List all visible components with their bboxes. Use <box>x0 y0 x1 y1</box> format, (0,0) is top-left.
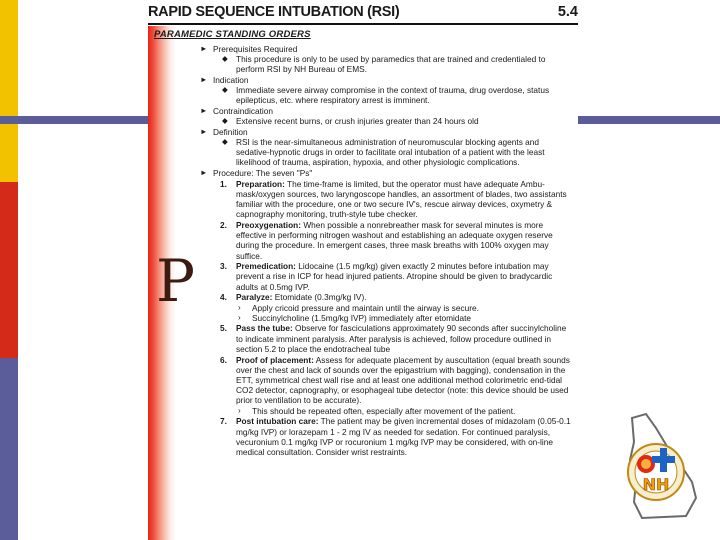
triangle-bullet-icon: ► <box>200 167 208 177</box>
left-bar-purple <box>0 358 18 540</box>
diamond-bullet-icon: ◆ <box>222 53 228 63</box>
chevron-right-icon: › <box>238 405 241 415</box>
procedure-substep: › Succinylcholine (1.5mg/kg IVP) immediately after etomidate <box>238 312 472 323</box>
triangle-bullet-icon: ► <box>200 74 208 84</box>
diamond-bullet-icon: ◆ <box>222 115 228 125</box>
contraindication-heading: ► Contraindication <box>200 105 273 116</box>
procedure-heading: ► Procedure: The seven "Ps" <box>200 167 313 178</box>
diamond-bullet-icon: ◆ <box>222 84 228 94</box>
chevron-right-icon: › <box>238 302 241 312</box>
horizontal-rule-right <box>578 116 720 124</box>
section-number: 5.4 <box>557 4 578 20</box>
triangle-bullet-icon: ► <box>200 105 208 115</box>
procedure-step: 1. Preparation: The time-frame is limited, but the operator must have adequate Ambu-mask/oxygen sources, two laryngoscope handles, an assortment of blades, two assistants familiar with the procedure, one or two secure IV's, rescue airway devices, oxymetry & capnography monitoring, truth-style tube checker. <box>220 178 567 220</box>
procedure-step: 4. Paralyze: Etomidate (0.3mg/kg IV). <box>220 292 367 303</box>
protocol-content <box>200 43 572 457</box>
protocol-letter: P <box>156 247 196 315</box>
definition-text: ◆ RSI is the near-simultaneous administration of neuromuscular blocking agents and sedative-hypnotic drugs in order to facilitate oral intubation of a patient with the least likelihood of trauma, aspiration, hypoxia, and other physiologic complications. <box>222 136 545 168</box>
procedure-step: 3. Premedication: Lidocaine (1.5 mg/kg) given exactly 2 minutes before intubation may prevent a rise in ICP for head injured patients. Atropine should be given to bradycardic adults at 0.5mg IVP. <box>220 261 553 292</box>
procedure-step: 7. Post intubation care: The patient may be given incremental doses of midazolam (0.05-0.1 mg/kg IVP) or lorazepam 1 - 2 mg IV as needed for sedation. For continued paralysis, vecuronium 0.1 mg/kg IVP or rocuronium 1 mg/kg IVP may be considered, with on-line medical consultation. Consider wrist restraints. <box>220 416 571 457</box>
document-header <box>148 3 578 25</box>
nh-ems-logo <box>612 412 700 522</box>
indication-heading: ► Indication <box>200 74 249 85</box>
nh-state-outline-icon <box>612 412 700 522</box>
procedure-step: 5. Pass the tube: Observe for fasciculations approximately 90 seconds after succinylcholine to indicate imminent paralysis. After paralysis is achieved, follow procedure outlined in section 5.2 to place the endotracheal tube <box>220 323 567 354</box>
document-title: RAPID SEQUENCE INTUBATION (RSI) <box>148 4 400 20</box>
document-page <box>148 26 578 540</box>
prerequisites-heading: ► Prerequisites Required <box>200 43 298 54</box>
section-heading: PARAMEDIC STANDING ORDERS <box>154 29 311 40</box>
triangle-bullet-icon: ► <box>200 43 208 53</box>
procedure-step: 6. Proof of placement: Assess for adequate placement by auscultation (equal breath sounds over the chest and lack of sounds over the epigastrium with bagging), condensation in the ETT, symmetrical chest wall rise and at least one additional method colorimetric end-tidal CO2 detector, capnography, or esophageal tube detector (note: this device should be used prior to ventilation to be accurate). <box>220 354 570 406</box>
triangle-bullet-icon: ► <box>200 126 208 136</box>
procedure-substep: › This should be repeated often, especially after movement of the patient. <box>238 405 516 416</box>
diamond-bullet-icon: ◆ <box>222 136 228 146</box>
procedure-step: 2. Preoxygenation: When possible a nonrebreather mask for several minutes is more effective in performing nitrogen washout and establishing an adequate oxygen reserve during the procedure. In emergent cases, three mask breaths with 100% oxygen may suffice. <box>220 219 553 261</box>
definition-heading: ► Definition <box>200 126 248 137</box>
logo-monogram: NH <box>642 475 670 494</box>
prerequisites-text: ◆ This procedure is only to be used by paramedics that are trained and credentialed to perform RSI by NH Bureau of EMS. <box>222 53 546 74</box>
left-bar-red <box>0 182 18 358</box>
contraindication-text: ◆ Extensive recent burns, or crush injuries greater than 24 hours old <box>222 115 479 126</box>
left-bar-yellow <box>0 0 18 182</box>
horizontal-rule-left <box>0 116 148 124</box>
procedure-substep: › Apply cricoid pressure and maintain until the airway is secure. <box>238 302 479 313</box>
chevron-right-icon: › <box>238 312 241 322</box>
indication-text: ◆ Immediate severe airway compromise in the context of trauma, drug overdose, status epilepticus, etc. where respiratory arrest is imminent. <box>222 84 550 106</box>
